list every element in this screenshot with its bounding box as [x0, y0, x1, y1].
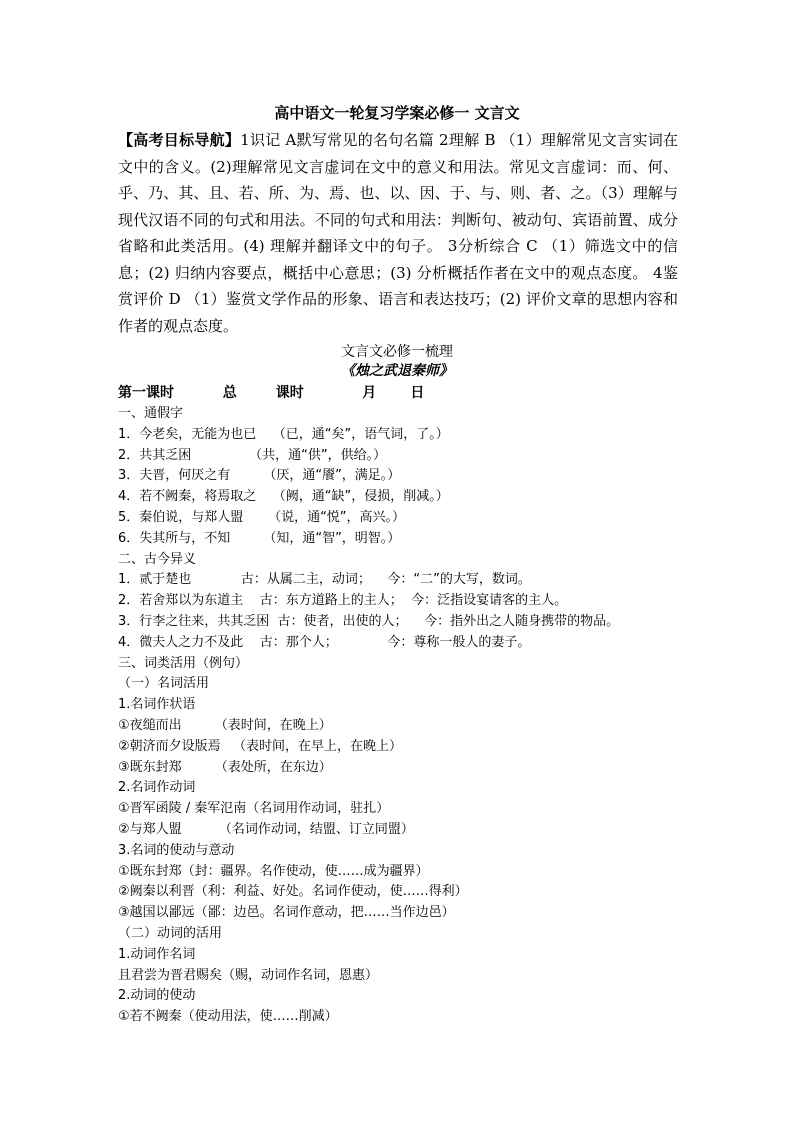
content-line: ②与郑人盟 （名词作动词，结盟、订立同盟） — [118, 821, 414, 837]
content-line: ③越国以鄙远（鄙：边邑。名词作意动，把……当作边邑） — [118, 905, 455, 921]
content-line: （一）名词活用 — [118, 676, 210, 692]
content-line: ①夜缒而出 （表时间，在晚上） — [118, 717, 332, 733]
content-line: ①若不阙秦（使动用法，使……削减） — [118, 1009, 338, 1025]
content-line: 三、词类活用（例句） — [118, 655, 249, 671]
exam-goals-paragraph — [118, 127, 678, 339]
lesson-content — [118, 404, 738, 1028]
content-line: 且君尝为晋君赐矣（赐，动词作名词，恩惠） — [118, 967, 379, 983]
section-subtitle: 文言文必修一梳理 — [341, 344, 453, 360]
document-title: 高中语文一轮复习学案必修一 文言文 — [274, 104, 520, 122]
content-line: 3．夫晋，何厌之有 （厌，通“餍”，满足。） — [118, 468, 401, 484]
content-line: 2.动词的使动 — [118, 988, 196, 1004]
content-line: 2．若舍郑以为东道主 古：东方道路上的主人； 今：泛指设宴请客的主人。 — [118, 593, 568, 609]
content-line: 一、通假字 — [118, 406, 184, 421]
content-line: 4．若不阙秦，将焉取之 （阙，通“缺”，侵损，削减。） — [118, 489, 449, 505]
content-line: 1．贰于楚也 古：从属二主，动词； 今：“二”的大写，数词。 — [118, 572, 531, 588]
content-line: ③既东封郑 （表处所，在东边） — [118, 759, 332, 775]
content-line: ②朝济而夕设版焉 （表时间，在早上，在晚上） — [118, 738, 403, 754]
content-line: 5．秦伯说，与郑人盟 （说，通“悦”，高兴。） — [118, 509, 406, 525]
content-line: 3．行李之往来，共其乏困 古：使者，出使的人； 今：指外出之人随身携带的物品。 — [118, 613, 620, 629]
content-line: ①既东封郑（封：疆界。名作使动，使……成为疆界） — [118, 863, 429, 879]
lesson-header: 第一课时 总 课时 月 日 — [118, 385, 425, 401]
content-line: ②阙秦以利晋（利：利益、好处。名词作使动，使……得利） — [118, 884, 468, 900]
content-line: 二、古今异义 — [118, 551, 197, 567]
content-line: 2.名词作动词 — [118, 780, 196, 796]
content-line: 2．共其乏困 （共，通“供”，供给。） — [118, 447, 387, 463]
content-line: 1．今老矣，无能为也已 （已，通“矣”，语气词，了。） — [118, 426, 449, 442]
content-line: 1.动词作名词 — [118, 946, 196, 962]
lesson-title: 《烛之武退秦师》 — [341, 363, 453, 379]
exam-goals-text: 1识记 A默写常见的名句名篇 2理解 B （1）理解常见文言实词在文中的含义。(2)理解常见文言虚词在文中的意义和用法。常见文言虚词：而、何、乎、乃、其、且、若、所、为、焉、也、以、因、于、与、则、者、之。（3）理解与现代汉语不同的句式和用法。不同的句式和用法：判断句、被动句、宾语前置、成分省略和此类活用。(4) 理解并翻译文中的句子。 3分析综合 C （1）筛选文中的信息；(2) 归纳内容要点，概括中心意思；(3) 分析概括作者在文中的观点态度。 4鉴赏评价 D （1）鉴赏文学作品的形象、语言和表达技巧；(2) 评价文章的思想内容和作者的观点态度。 — [118, 131, 678, 335]
content-line: ①晋军函陵 / 秦军氾南（名词用作动词，驻扎） — [118, 801, 390, 817]
content-line: 3.名词的使动与意动 — [118, 842, 235, 858]
content-line: 6．失其所与，不知 （知，通“智”，明智。） — [118, 530, 401, 546]
content-line: 4．微夫人之力不及此 古：那个人； 今：尊称一般人的妻子。 — [118, 634, 531, 650]
content-line: 1.名词作状语 — [118, 697, 196, 713]
content-line: （二）动词的活用 — [118, 925, 223, 941]
exam-goals-label: 【高考目标导航】 — [118, 131, 241, 149]
